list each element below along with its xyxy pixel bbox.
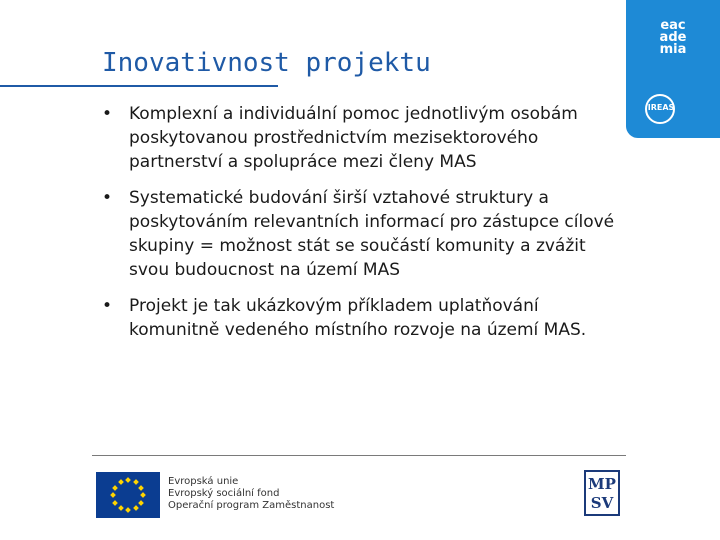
eu-star-icon <box>133 505 139 511</box>
eu-star-icon <box>112 485 118 491</box>
eu-star-icon <box>110 492 116 498</box>
footer-divider <box>92 455 626 456</box>
eu-line-2: Evropský sociální fond <box>168 488 280 499</box>
eu-star-icon <box>138 485 144 491</box>
eu-star-icon <box>125 507 131 513</box>
mpsv-line-2: SV <box>590 494 614 512</box>
bullet-item: • Projekt je tak ukázkovým příkladem uplatňování komunitně vedeného místního rozvoje na území MAS. <box>102 294 622 342</box>
eu-star-icon <box>118 505 124 511</box>
eu-star-icon <box>133 479 139 485</box>
logo-line-3: mia <box>659 42 687 57</box>
brand-panel <box>626 0 720 138</box>
eacademia-logo <box>626 20 720 56</box>
eu-star-icon <box>125 477 131 483</box>
mpsv-line-1: MP <box>588 475 616 493</box>
eu-line-3: Operační program Zaměstnanost <box>168 500 335 511</box>
eu-funding-text <box>168 476 334 512</box>
eu-star-icon <box>140 492 146 498</box>
logo-line-2: ade <box>659 30 687 45</box>
logo-line-1: eac <box>660 18 686 33</box>
title-underline <box>0 85 278 87</box>
ireas-logo-text: IREAS <box>647 103 675 112</box>
mpsv-logo <box>584 470 620 516</box>
bullet-item: • Systematické budování širší vztahové struktury a poskytováním relevantních informací pro zástupce cílové skupiny = možnost stát se součástí komunity a zvážit svou budoucnost na území MAS <box>102 186 622 282</box>
bullet-item: • Komplexní a individuální pomoc jednotlivým osobám poskytovanou prostřednictvím mezisektorového partnerství a spolupráce mezi členy MAS <box>102 102 622 174</box>
eu-star-icon <box>112 500 118 506</box>
eu-line-1: Evropská unie <box>168 476 239 487</box>
slide-title: Inovativnost projektu <box>102 48 431 78</box>
eu-star-icon <box>118 479 124 485</box>
eu-star-icon <box>138 500 144 506</box>
bullet-list <box>102 102 622 342</box>
eu-flag-icon <box>96 472 160 518</box>
